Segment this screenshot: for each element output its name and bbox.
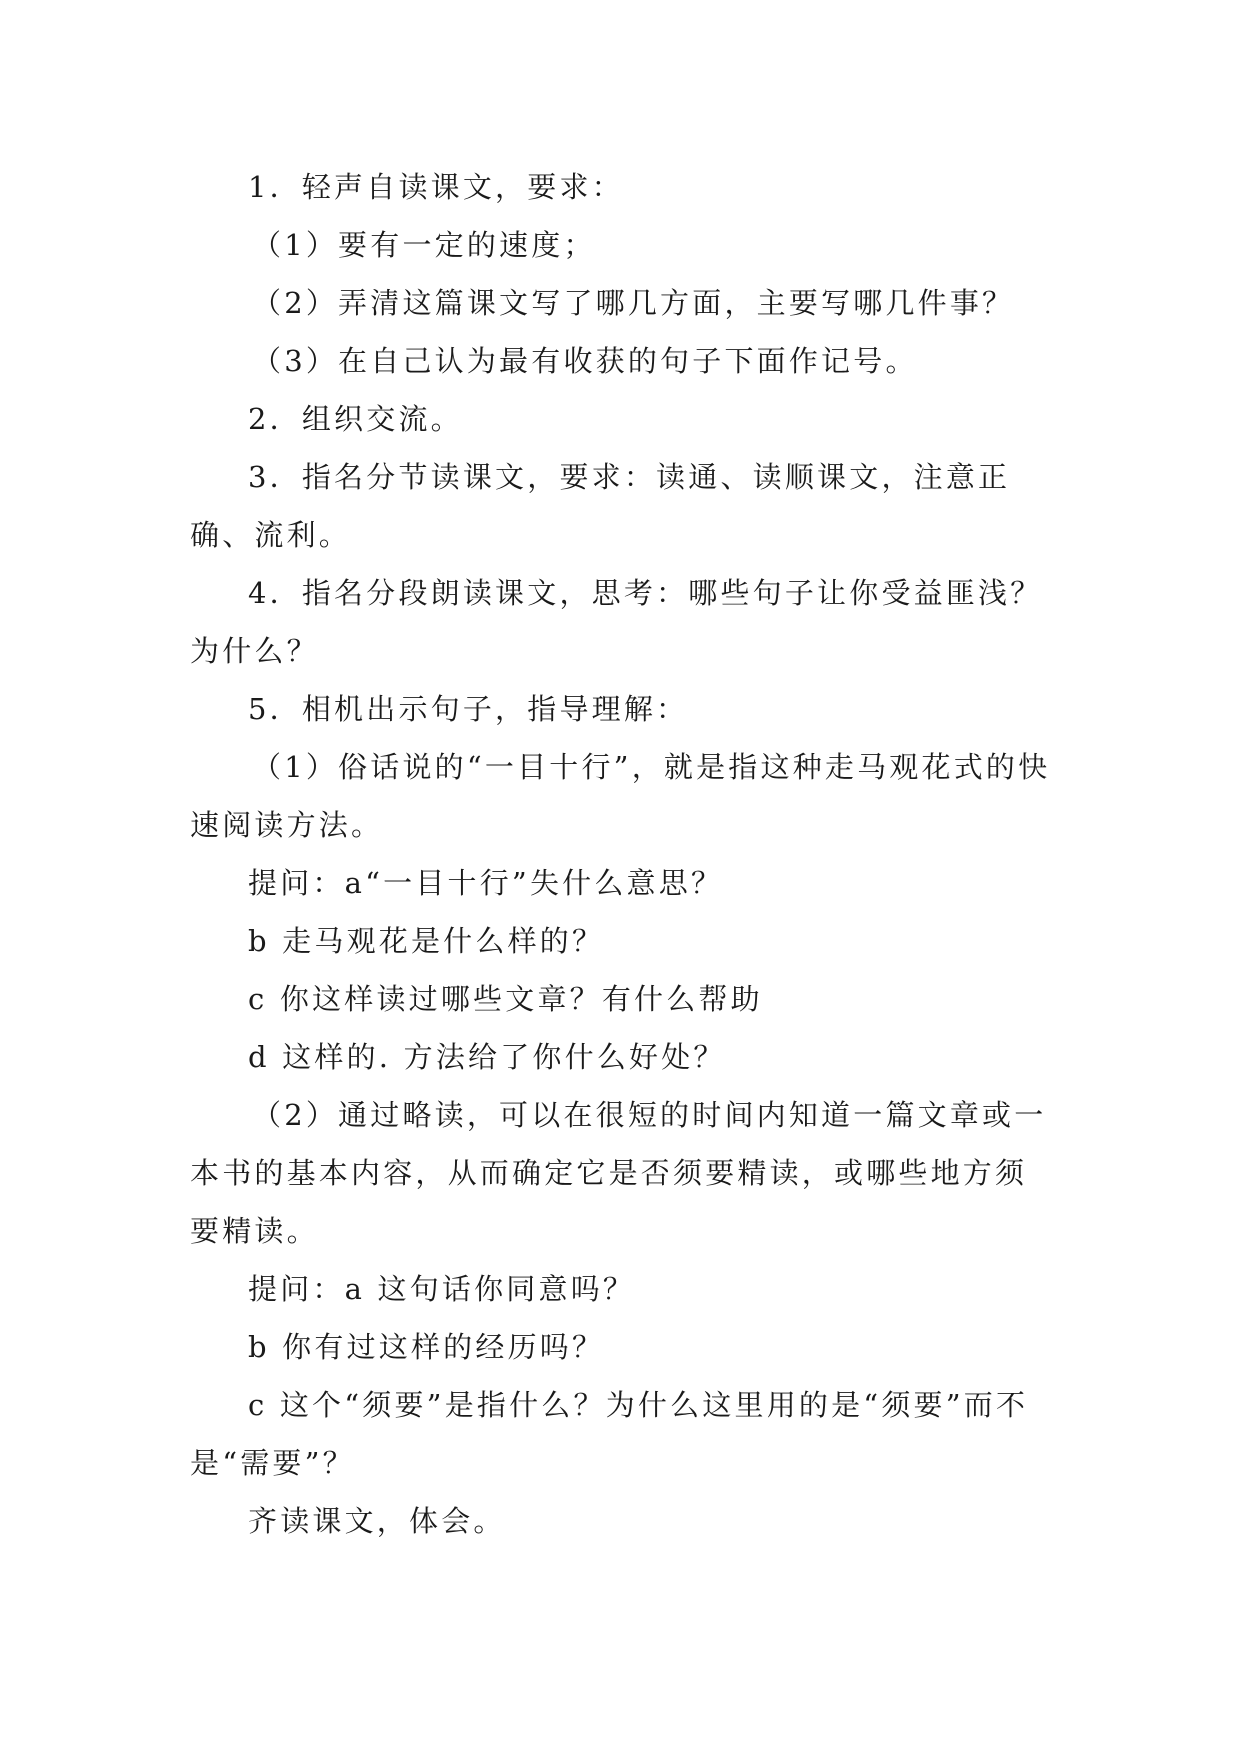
paragraph: c 你这样读过哪些文章？有什么帮助 xyxy=(248,982,763,1016)
paragraph: 1．轻声自读课文，要求： xyxy=(248,170,624,204)
paragraph: （1）俗话说的“一目十行”，就是指这种走马观花式的快速阅读方法。 xyxy=(190,750,1051,842)
paragraph: （2）弄清这篇课文写了哪几方面，主要写哪几件事？ xyxy=(252,286,1015,320)
paragraph: b 走马观花是什么样的？ xyxy=(248,924,605,958)
document-body xyxy=(190,158,1052,1550)
paragraph: （1）要有一定的速度； xyxy=(252,228,596,262)
paragraph: c 这个“须要”是指什么？为什么这里用的是“须要”而不是“需要”？ xyxy=(190,1388,1029,1480)
paragraph: b 你有过这样的经历吗？ xyxy=(248,1330,605,1364)
paragraph: 提问：a“一目十行”失什么意思？ xyxy=(248,866,724,900)
paragraph: （3）在自己认为最有收获的句子下面作记号。 xyxy=(252,344,918,378)
paragraph: 4．指名分段朗读课文，思考：哪些句子让你受益匪浅？为什么？ xyxy=(190,576,1043,668)
paragraph: 2．组织交流。 xyxy=(248,402,463,436)
paragraph: 提问：a 这句话你同意吗？ xyxy=(248,1272,636,1306)
paragraph: （2）通过略读，可以在很短的时间内知道一篇文章或一本书的基本内容，从而确定它是否须要精读，或哪些地方须要精读。 xyxy=(190,1098,1047,1248)
paragraph: 齐读课文，体会。 xyxy=(248,1504,506,1538)
paragraph: 5．相机出示句子，指导理解： xyxy=(248,692,689,726)
paragraph: d 这样的. 方法给了你什么好处？ xyxy=(248,1040,726,1074)
paragraph: 3．指名分节读课文，要求：读通、读顺课文，注意正确、流利。 xyxy=(190,460,1011,552)
